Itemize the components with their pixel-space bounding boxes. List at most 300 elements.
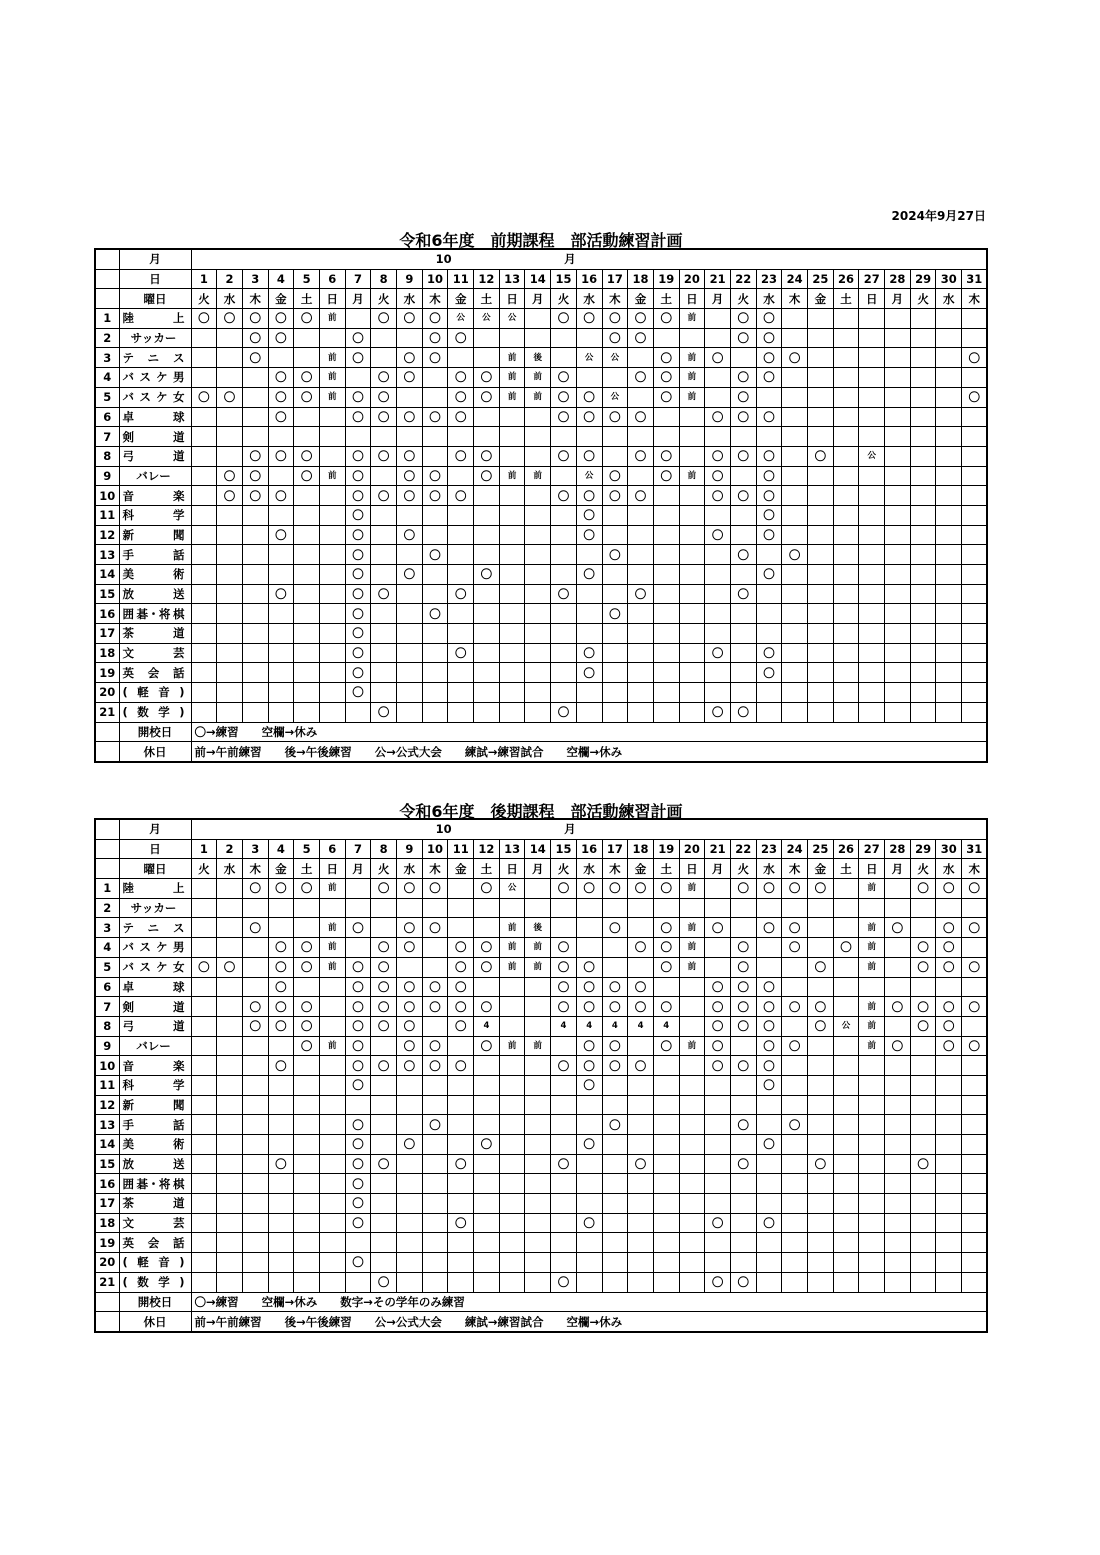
legend-blank <box>95 1292 119 1312</box>
practice-cell: 〇 <box>345 328 371 348</box>
practice-cell <box>551 898 577 918</box>
club-name-cell <box>119 328 191 348</box>
weekday-cell: 水 <box>217 289 243 309</box>
practice-cell <box>782 466 808 486</box>
practice-cell <box>782 1154 808 1174</box>
practice-cell <box>499 1154 525 1174</box>
practice-cell <box>422 1213 448 1233</box>
practice-cell <box>551 427 577 447</box>
practice-cell <box>191 879 217 899</box>
practice-cell <box>217 565 243 585</box>
weekday-cell: 月 <box>705 289 731 309</box>
practice-cell: 〇 <box>345 1253 371 1273</box>
club-number: 19 <box>95 1233 119 1253</box>
practice-cell: 〇 <box>371 407 397 427</box>
practice-cell: 〇 <box>653 918 679 938</box>
practice-cell <box>602 565 628 585</box>
practice-cell <box>499 505 525 525</box>
club-name-cell <box>119 1174 191 1194</box>
practice-cell <box>294 1095 320 1115</box>
club-name: 囲碁･将棋 <box>122 606 185 621</box>
practice-cell: 〇 <box>345 525 371 545</box>
practice-cell <box>833 663 859 683</box>
practice-cell <box>191 1095 217 1115</box>
practice-cell <box>962 604 988 624</box>
practice-cell <box>371 565 397 585</box>
day-cell: 23 <box>756 839 782 859</box>
club-name-cell <box>119 466 191 486</box>
practice-cell <box>499 997 525 1017</box>
practice-cell <box>319 1272 345 1292</box>
practice-cell <box>217 683 243 703</box>
practice-cell: 〇 <box>551 879 577 899</box>
practice-cell <box>910 663 936 683</box>
practice-cell <box>628 565 654 585</box>
practice-cell <box>730 427 756 447</box>
weekday-cell: 土 <box>833 859 859 879</box>
practice-cell: 前 <box>499 387 525 407</box>
practice-cell <box>217 663 243 683</box>
practice-cell <box>191 427 217 447</box>
practice-cell: 〇 <box>576 486 602 506</box>
practice-cell <box>499 584 525 604</box>
practice-cell <box>242 1075 268 1095</box>
practice-cell <box>859 1233 885 1253</box>
practice-cell <box>268 348 294 368</box>
day-cell: 4 <box>268 269 294 289</box>
practice-cell: 〇 <box>602 466 628 486</box>
practice-cell: 〇 <box>268 525 294 545</box>
day-cell: 7 <box>345 839 371 859</box>
practice-cell <box>859 643 885 663</box>
practice-cell <box>808 643 834 663</box>
practice-cell: 〇 <box>602 407 628 427</box>
practice-cell <box>962 624 988 644</box>
practice-cell <box>602 1194 628 1214</box>
practice-cell: 〇 <box>294 1016 320 1036</box>
practice-cell <box>525 565 551 585</box>
practice-cell <box>885 584 911 604</box>
practice-cell: 〇 <box>397 486 423 506</box>
practice-cell <box>294 1075 320 1095</box>
practice-cell: 〇 <box>448 387 474 407</box>
practice-cell: 〇 <box>345 348 371 368</box>
practice-cell <box>730 1194 756 1214</box>
practice-cell <box>962 1016 988 1036</box>
practice-cell <box>936 466 962 486</box>
day-cell: 25 <box>808 269 834 289</box>
practice-cell <box>217 328 243 348</box>
practice-cell <box>294 624 320 644</box>
practice-cell <box>525 879 551 899</box>
practice-cell <box>242 427 268 447</box>
practice-cell <box>422 387 448 407</box>
day-cell: 19 <box>653 269 679 289</box>
club-number: 20 <box>95 1253 119 1273</box>
practice-cell: 〇 <box>397 1016 423 1036</box>
practice-cell <box>319 427 345 447</box>
practice-cell <box>551 348 577 368</box>
practice-cell <box>679 1213 705 1233</box>
weekday-cell: 金 <box>628 859 654 879</box>
practice-cell: 〇 <box>217 387 243 407</box>
practice-cell <box>474 1213 500 1233</box>
practice-cell <box>962 1095 988 1115</box>
practice-cell: 前 <box>525 938 551 958</box>
practice-cell: 〇 <box>936 918 962 938</box>
month-header: 月 <box>119 249 191 269</box>
practice-cell <box>397 387 423 407</box>
day-cell: 26 <box>833 839 859 859</box>
practice-cell <box>653 486 679 506</box>
practice-cell <box>576 1253 602 1273</box>
club-name: 茶道 <box>122 1196 185 1211</box>
practice-cell <box>576 368 602 388</box>
practice-cell: 〇 <box>551 1056 577 1076</box>
practice-cell <box>191 938 217 958</box>
practice-cell <box>782 663 808 683</box>
practice-cell: 〇 <box>422 545 448 565</box>
practice-cell <box>294 702 320 722</box>
practice-cell <box>705 1095 731 1115</box>
practice-cell <box>551 663 577 683</box>
practice-cell <box>936 446 962 466</box>
club-name-cell <box>119 1075 191 1095</box>
practice-cell <box>859 407 885 427</box>
practice-cell <box>705 387 731 407</box>
practice-cell <box>217 977 243 997</box>
practice-cell: 〇 <box>371 309 397 329</box>
practice-cell <box>833 1174 859 1194</box>
practice-cell: 〇 <box>371 977 397 997</box>
practice-cell <box>217 1135 243 1155</box>
practice-cell <box>371 604 397 624</box>
practice-cell: 〇 <box>628 368 654 388</box>
club-number: 13 <box>95 1115 119 1135</box>
schedule-title-first-term: 令和6年度 前期課程 部活動練習計画 <box>399 231 683 250</box>
club-name: サッカー <box>130 331 177 346</box>
practice-cell <box>936 624 962 644</box>
practice-cell <box>808 1174 834 1194</box>
practice-cell: 〇 <box>448 957 474 977</box>
practice-cell <box>191 1154 217 1174</box>
practice-cell <box>653 604 679 624</box>
practice-cell <box>859 624 885 644</box>
practice-cell <box>910 545 936 565</box>
club-row <box>95 309 987 329</box>
day-cell: 10 <box>422 839 448 859</box>
practice-cell <box>499 1272 525 1292</box>
club-name-cell <box>119 702 191 722</box>
practice-cell: 〇 <box>422 348 448 368</box>
club-row <box>95 407 987 427</box>
practice-cell <box>576 918 602 938</box>
practice-cell <box>962 407 988 427</box>
practice-cell <box>499 1115 525 1135</box>
practice-cell <box>782 1253 808 1273</box>
practice-cell <box>319 1253 345 1273</box>
weekday-cell: 火 <box>191 289 217 309</box>
practice-cell: 〇 <box>705 446 731 466</box>
practice-cell <box>397 1194 423 1214</box>
practice-cell <box>242 1253 268 1273</box>
practice-cell <box>294 1115 320 1135</box>
weekday-cell: 金 <box>808 289 834 309</box>
club-name-cell <box>119 584 191 604</box>
practice-cell <box>242 702 268 722</box>
practice-cell <box>936 348 962 368</box>
practice-cell: 〇 <box>268 1056 294 1076</box>
practice-cell <box>859 466 885 486</box>
practice-cell <box>756 957 782 977</box>
day-cell: 10 <box>422 269 448 289</box>
practice-cell <box>936 1233 962 1253</box>
practice-cell <box>294 918 320 938</box>
practice-cell <box>859 1135 885 1155</box>
practice-cell: 〇 <box>730 997 756 1017</box>
practice-cell <box>782 309 808 329</box>
practice-cell: 〇 <box>294 466 320 486</box>
practice-cell <box>705 1154 731 1174</box>
practice-cell: 〇 <box>808 879 834 899</box>
practice-cell <box>242 957 268 977</box>
practice-cell <box>885 309 911 329</box>
practice-cell <box>910 309 936 329</box>
practice-cell <box>499 446 525 466</box>
practice-cell <box>936 977 962 997</box>
practice-cell <box>294 565 320 585</box>
club-row <box>95 604 987 624</box>
legend-holiday-row <box>95 742 987 762</box>
legend-open-text: 〇→練習 空欄→休み 数字→その学年のみ練習 <box>191 1292 987 1312</box>
weekday-cell: 月 <box>345 859 371 879</box>
practice-cell: 〇 <box>294 1036 320 1056</box>
practice-cell <box>474 1154 500 1174</box>
practice-cell: 〇 <box>576 309 602 329</box>
practice-cell <box>422 624 448 644</box>
practice-cell <box>833 1272 859 1292</box>
practice-cell <box>833 879 859 899</box>
practice-cell <box>551 1115 577 1135</box>
practice-cell <box>474 1056 500 1076</box>
day-cell: 24 <box>782 269 808 289</box>
practice-cell <box>808 1056 834 1076</box>
practice-cell: 〇 <box>422 997 448 1017</box>
weekday-cell: 月 <box>525 289 551 309</box>
practice-cell: 〇 <box>371 938 397 958</box>
practice-cell <box>782 1056 808 1076</box>
practice-cell: 〇 <box>371 702 397 722</box>
practice-cell <box>705 368 731 388</box>
club-row <box>95 1135 987 1155</box>
club-row <box>95 1174 987 1194</box>
practice-cell <box>191 486 217 506</box>
practice-cell <box>962 1075 988 1095</box>
practice-cell <box>551 643 577 663</box>
practice-cell <box>859 1115 885 1135</box>
practice-cell <box>602 505 628 525</box>
practice-cell <box>397 427 423 447</box>
day-cell: 12 <box>474 269 500 289</box>
practice-cell <box>859 1075 885 1095</box>
practice-cell <box>448 1272 474 1292</box>
practice-cell <box>859 505 885 525</box>
practice-cell <box>602 1213 628 1233</box>
practice-cell <box>602 957 628 977</box>
practice-cell: 〇 <box>448 1213 474 1233</box>
practice-cell <box>936 663 962 683</box>
day-cell: 8 <box>371 269 397 289</box>
day-cell: 21 <box>705 269 731 289</box>
practice-cell <box>191 643 217 663</box>
weekday-cell: 金 <box>808 859 834 879</box>
practice-cell <box>551 466 577 486</box>
practice-cell <box>628 1095 654 1115</box>
club-number: 1 <box>95 879 119 899</box>
practice-cell <box>885 505 911 525</box>
practice-cell <box>730 1174 756 1194</box>
practice-cell <box>885 683 911 703</box>
club-name-cell <box>119 997 191 1017</box>
practice-cell <box>808 624 834 644</box>
club-number: 6 <box>95 407 119 427</box>
practice-cell <box>422 1233 448 1253</box>
practice-cell: 〇 <box>345 1056 371 1076</box>
practice-cell <box>499 1095 525 1115</box>
practice-cell <box>319 683 345 703</box>
club-number: 9 <box>95 1036 119 1056</box>
practice-cell <box>730 643 756 663</box>
practice-cell <box>319 1115 345 1135</box>
practice-cell: 〇 <box>191 387 217 407</box>
practice-cell <box>397 663 423 683</box>
practice-cell <box>576 683 602 703</box>
practice-cell <box>679 643 705 663</box>
practice-cell <box>294 1233 320 1253</box>
practice-cell: 公 <box>602 387 628 407</box>
practice-cell <box>628 1233 654 1253</box>
practice-cell: 前 <box>679 879 705 899</box>
practice-cell <box>268 565 294 585</box>
club-name: 音楽 <box>122 488 185 503</box>
practice-cell <box>294 545 320 565</box>
practice-cell <box>448 702 474 722</box>
practice-cell <box>525 604 551 624</box>
practice-cell: 〇 <box>730 545 756 565</box>
practice-cell: 〇 <box>345 505 371 525</box>
practice-cell <box>962 663 988 683</box>
club-name: (数学) <box>122 1275 185 1290</box>
practice-cell <box>628 1272 654 1292</box>
practice-cell <box>679 1253 705 1273</box>
practice-cell <box>628 702 654 722</box>
practice-cell <box>551 565 577 585</box>
practice-cell <box>294 584 320 604</box>
day-cell: 11 <box>448 839 474 859</box>
day-cell: 5 <box>294 839 320 859</box>
practice-cell: 〇 <box>422 466 448 486</box>
weekday-cell: 水 <box>756 289 782 309</box>
practice-cell <box>397 1154 423 1174</box>
club-row <box>95 977 987 997</box>
club-name-cell <box>119 486 191 506</box>
practice-cell: 〇 <box>551 407 577 427</box>
practice-cell <box>242 683 268 703</box>
practice-cell: 〇 <box>371 1056 397 1076</box>
practice-cell <box>294 407 320 427</box>
practice-cell <box>705 663 731 683</box>
practice-cell: 〇 <box>962 997 988 1017</box>
practice-cell <box>268 1036 294 1056</box>
practice-cell <box>217 918 243 938</box>
practice-cell: 〇 <box>294 309 320 329</box>
practice-cell <box>705 427 731 447</box>
practice-cell <box>474 1233 500 1253</box>
practice-cell: 〇 <box>345 918 371 938</box>
practice-cell: 〇 <box>705 466 731 486</box>
weekday-cell: 水 <box>936 859 962 879</box>
practice-cell <box>422 1095 448 1115</box>
practice-cell <box>962 1174 988 1194</box>
practice-cell <box>653 1194 679 1214</box>
practice-cell <box>679 525 705 545</box>
club-row <box>95 938 987 958</box>
practice-cell <box>242 938 268 958</box>
practice-cell <box>756 387 782 407</box>
practice-cell <box>808 1272 834 1292</box>
practice-cell <box>602 368 628 388</box>
practice-cell <box>730 1036 756 1056</box>
practice-cell <box>910 1056 936 1076</box>
club-number: 7 <box>95 997 119 1017</box>
practice-cell <box>756 1154 782 1174</box>
day-cell: 26 <box>833 269 859 289</box>
practice-cell: 〇 <box>910 1154 936 1174</box>
practice-cell: 〇 <box>422 1036 448 1056</box>
club-name: 科学 <box>122 508 185 523</box>
club-name: 茶道 <box>122 626 185 641</box>
legend-holiday-label: 休日 <box>119 742 191 762</box>
practice-cell <box>782 525 808 545</box>
practice-cell: 〇 <box>936 1016 962 1036</box>
practice-cell <box>962 1194 988 1214</box>
practice-cell: 前 <box>679 387 705 407</box>
practice-cell <box>217 368 243 388</box>
practice-cell <box>422 1253 448 1273</box>
practice-cell <box>885 879 911 899</box>
day-cell: 9 <box>397 269 423 289</box>
practice-cell: 〇 <box>474 446 500 466</box>
practice-cell <box>319 1075 345 1095</box>
practice-cell: 〇 <box>628 938 654 958</box>
practice-cell <box>885 1272 911 1292</box>
club-row <box>95 525 987 545</box>
practice-cell: 〇 <box>705 486 731 506</box>
practice-cell <box>191 624 217 644</box>
practice-cell <box>782 702 808 722</box>
practice-cell: 〇 <box>936 997 962 1017</box>
practice-cell <box>191 1174 217 1194</box>
weekday-cell: 水 <box>397 289 423 309</box>
practice-cell <box>885 545 911 565</box>
practice-cell <box>474 1095 500 1115</box>
practice-cell <box>576 624 602 644</box>
club-name: 文芸 <box>122 646 185 661</box>
club-name: 卓球 <box>122 979 185 994</box>
practice-cell <box>217 938 243 958</box>
practice-cell <box>294 1253 320 1273</box>
practice-cell <box>859 387 885 407</box>
